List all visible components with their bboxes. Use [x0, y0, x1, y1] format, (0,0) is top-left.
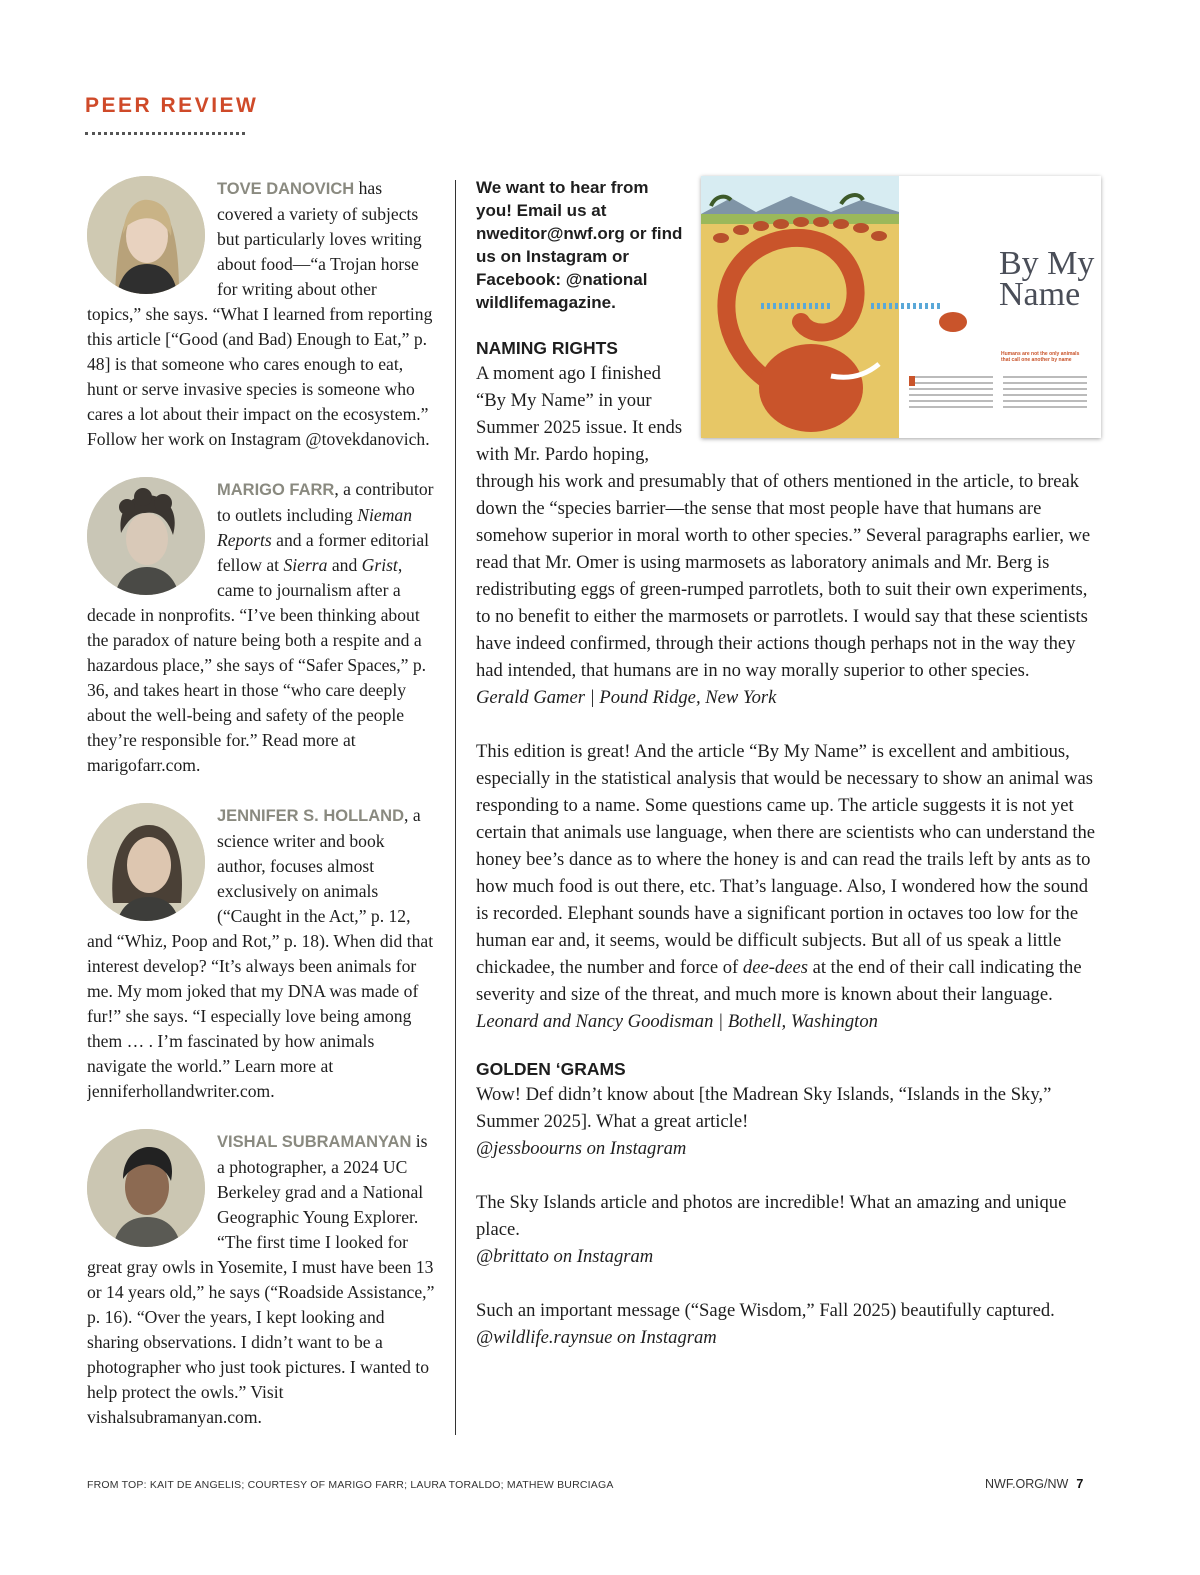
letters-column [476, 176, 1101, 1351]
gram-handle: @wildlife.raynsue on Instagram [476, 1327, 717, 1348]
bio-name: TOVE DANOVICH [217, 180, 355, 198]
letters-heading-golden-grams: GOLDEN ‘GRAMS [476, 1059, 626, 1079]
bio-name: MARIGO FARR [217, 481, 335, 499]
spread-title: By My Name [999, 245, 1095, 313]
contributors-column [87, 176, 435, 1455]
bio-vishal-subramanyan [87, 1129, 435, 1430]
letter-italic: dee-dees [742, 957, 808, 978]
bio-text: , a science writer and book author, focuses almost exclusively on animals (“Caught in the Act,” p. 12, and “Whiz, Poop and Rot,” p. 18). When did that interest develop? “It’s always been animals for me. My mom joked that my DNA was made of fur!” she says. “I especially love being among them … . I’m fascinated by how animals navigate the world.” Learn more at jenniferhollandwriter.com. [87, 805, 434, 1101]
gram-comment: The Sky Islands article and photos are incredible! What an amazing and unique place. [476, 1192, 1067, 1240]
publication-title: Sierra [283, 555, 328, 575]
avatar-marigo-farr [87, 477, 205, 595]
bio-marigo-farr [87, 477, 435, 778]
gram-handle: @jessboourns on Instagram [476, 1138, 687, 1159]
section-title: PEER REVIEW [85, 94, 259, 117]
page-footer [985, 1477, 1083, 1491]
bio-text: , a contributor to outlets including [217, 479, 434, 525]
title-dotted-rule [85, 132, 245, 135]
bio-text: and a former editorial fellow at [217, 530, 430, 575]
letter-by-my-name [476, 738, 1101, 1008]
bio-text: and [327, 555, 362, 575]
avatar-vishal-subramanyan [87, 1129, 205, 1247]
site-url: NWF.ORG/NW [985, 1477, 1069, 1491]
bio-text: , came to journalism after a decade in nonprofits. “I’ve been thinking about the paradox of nature being both a respite and a hazardous place,” she says of “Safer Spaces,” p. 36, and takes heart in those “who care deeply about the well-being and safety of the people they’re responsible for.” Read more at marigofarr.com. [87, 555, 427, 775]
magazine-spread-thumbnail [701, 176, 1101, 438]
bio-name: JENNIFER S. HOLLAND [217, 807, 405, 825]
avatar-jennifer-holland [87, 803, 205, 921]
photo-credits: FROM TOP: KAIT DE ANGELIS; COURTESY OF MARIGO FARR; LAURA TORALDO; MATHEW BURCIAGA [87, 1479, 614, 1491]
bio-text: has covered a variety of subjects but particularly loves writing about food—“a Trojan horse for writing about other topics,” she says. “What I learned from reporting this article [“Good (and Bad) Enough to Eat,” p. 48] is that someone who cares enough to eat, hunt or serve invasive species is someone who cares a lot about their impact on the ecosystem.” Follow her work on Instagram @tovekdanovich. [87, 178, 433, 449]
contact-intro: We want to hear from you! Email us at nweditor@nwf.org or find us on Instagram or Facebook: @national wildlifemagazine. [476, 178, 683, 312]
bio-tove-danovich [87, 176, 435, 452]
letter-text: This edition is great! And the article “By My Name” is excellent and ambitious, especially in the statistical analysis that would be necessary to show an animal was responding to a name. Some questions came up. The article suggests it is not yet certain that animals use language, when there are scientists who can understand the honey bee’s dance as to where the honey is and can read the trails left by ants as to how much food is out there, etc. That’s language. Also, I wondered how the sound is recorded. Elephant sounds have a significant portion in octaves too low for the human ear and, it seems, would be difficult subjects. But all of us speak a little chickadee, the number and force of [476, 741, 1096, 978]
letters-heading-naming-rights: NAMING RIGHTS [476, 338, 618, 358]
avatar-tove-danovich [87, 176, 205, 294]
gram-handle: @brittato on Instagram [476, 1246, 654, 1267]
page-number: 7 [1076, 1477, 1084, 1491]
publication-title: Nieman Reports [217, 505, 412, 550]
bio-name: VISHAL SUBRAMANYAN [217, 1133, 412, 1151]
publication-title: Grist [361, 555, 398, 575]
letter-text: at the end of their call indicating the severity and size of the threat, and much more is known about their language. [476, 957, 1082, 1005]
bio-text: is a photographer, a 2024 UC Berkeley grad and a National Geographic Young Explorer. “The first time I looked for great gray owls in Yosemite, I must have been 13 or 14 years old,” he says (“Roadside Assistance,” p. 16). “Over the years, I kept looking and sharing observations. I didn’t want to be a photographer who just took pictures. I wanted to help protect the owls.” Visit vishalsubramanyan.com. [87, 1131, 435, 1427]
letter-naming-rights: A moment ago I finished “By My Name” in your Summer 2025 issue. It ends with Mr. Pardo hoping, through his work and presumably that of others mentioned in the article, to break down the “species barrier—the sense that most people have that humans are somehow superior in moral worth to other species.” Several paragraphs earlier, we read that Mr. Omer is using marmosets as laboratory animals and Mr. Berg is redistributing eggs of green-rumped parrotlets, both to suit their own experiments, to no benefit to either the marmosets or parrotlets. I would say that these scientists have indeed confirmed, through their actions though perhaps not in the way they had intended, that humans are in no way morally superior to other species. [476, 363, 1091, 681]
gram-comment: Wow! Def didn’t know about [the Madrean Sky Islands, “Islands in the Sky,” Summer 2025]. What a great article! [476, 1084, 1052, 1132]
column-divider [455, 180, 456, 1435]
letter-signature: Gerald Gamer | Pound Ridge, New York [476, 687, 777, 708]
bio-jennifer-holland [87, 803, 435, 1104]
letter-signature: Leonard and Nancy Goodisman | Bothell, Washington [476, 1011, 878, 1032]
gram-comment: Such an important message (“Sage Wisdom,” Fall 2025) beautifully captured. [476, 1300, 1055, 1321]
spread-subtitle: Humans are not the only animals that call one another by name [1001, 351, 1080, 363]
